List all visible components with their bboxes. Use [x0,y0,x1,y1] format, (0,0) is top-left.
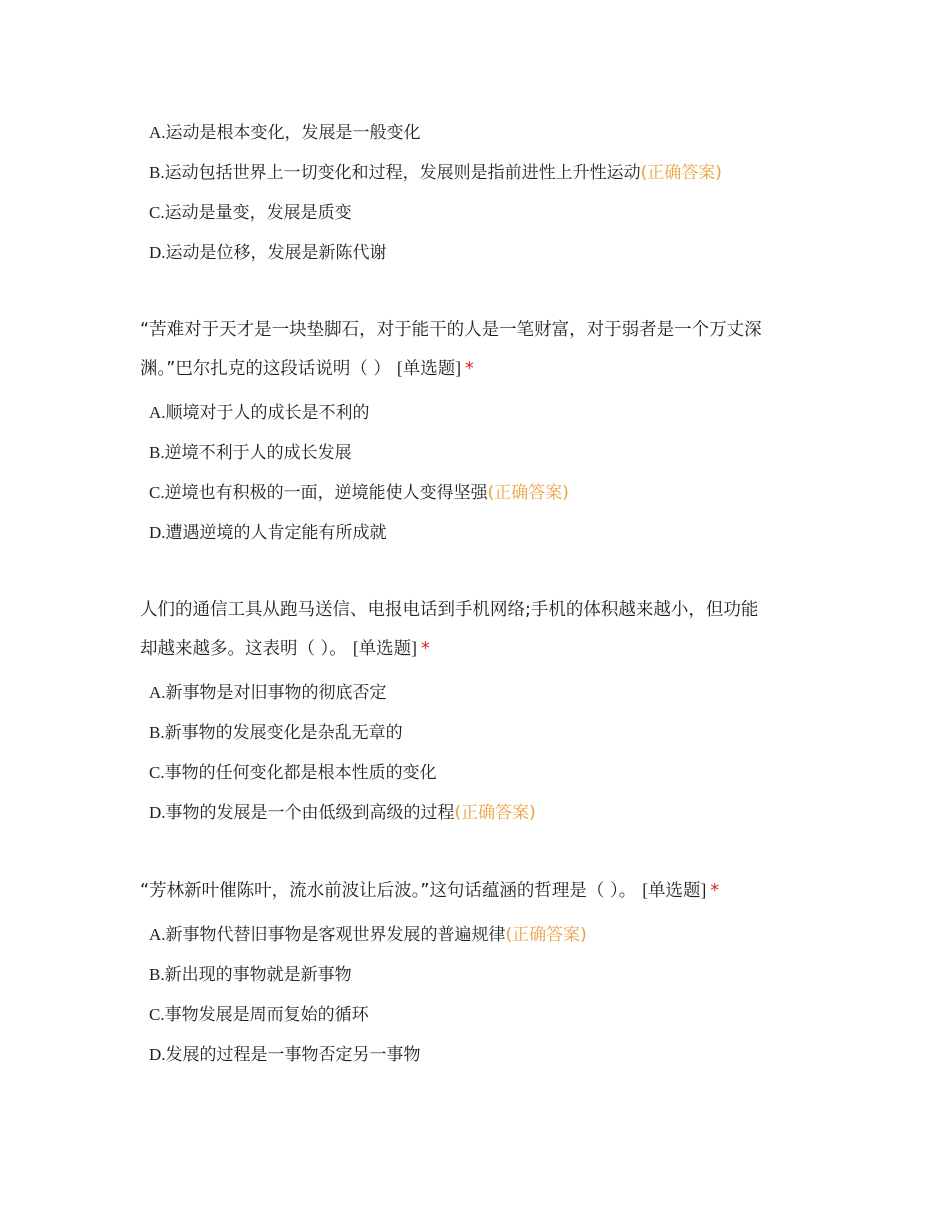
option-letter: C. [149,1005,165,1024]
option-text: 事物的任何变化都是根本性质的变化 [164,763,437,783]
question-line-2 [140,629,810,668]
option-text: 遭遇逆境的人肯定能有所成就 [165,523,387,543]
option-letter: B. [149,723,165,742]
q3-stem [140,871,810,910]
correct-answer-marker: (正确答案) [640,163,722,183]
q1-option-d[interactable] [149,521,387,545]
option-text: 事物发展是周而复始的循环 [164,1005,369,1025]
q2-stem [140,591,810,668]
q1-stem [140,311,810,388]
required-asterisk: * [465,359,474,379]
option-letter: A. [149,683,166,702]
correct-answer-marker: (正确答案) [505,925,587,945]
question-line: “苦难对于天才是一块垫脚石，对于能干的人是一笔财富，对于弱者是一个万丈深 [140,320,762,340]
option-letter: D. [149,803,166,822]
option-letter: B. [149,443,165,462]
question-text: “芳林新叶催陈叶，流水前波让后波。”这句话蕴涵的哲理是（ ）。 [140,881,637,901]
q0-option-b[interactable] [149,161,722,185]
option-letter: C. [149,483,165,502]
question-line [140,871,810,910]
option-letter: B. [149,965,165,984]
option-text: 新事物是对旧事物的彻底否定 [165,683,387,703]
option-letter: D. [149,243,166,262]
option-text: 逆境不利于人的成长发展 [164,443,352,463]
q2-option-c[interactable] [149,761,437,785]
q1-option-a[interactable] [149,401,370,425]
option-text: 发展的过程是一事物否定另一事物 [165,1045,421,1065]
question-type-label: [单选题] [352,638,417,658]
q3-option-c[interactable] [149,1003,369,1027]
q0-option-a[interactable] [149,121,421,145]
question-line: 人们的通信工具从跑马送信、电报电话到手机网络;手机的体积越来越小，但功能 [140,600,759,620]
option-text: 新事物的发展变化是杂乱无章的 [164,723,403,743]
question-type-label: [单选题] [642,880,707,900]
question-line-2 [140,349,810,388]
q2-option-d[interactable] [149,801,536,825]
option-letter: A. [149,123,166,142]
q2-option-a[interactable] [149,681,387,705]
option-text: 顺境对于人的成长是不利的 [165,403,370,423]
q2-option-b[interactable] [149,721,403,745]
question-text: 却越来越多。这表明（ ）。 [140,639,347,659]
q0-option-c[interactable] [149,201,352,225]
required-asterisk: * [420,639,430,659]
option-text: 事物的发展是一个由低级到高级的过程 [165,803,455,823]
option-letter: D. [149,523,166,542]
option-letter: A. [149,403,166,422]
option-text: 运动是根本变化，发展是一般变化 [165,123,421,143]
option-letter: C. [149,203,165,222]
option-text: 新事物代替旧事物是客观世界发展的普遍规律 [165,925,506,945]
q3-option-d[interactable] [149,1043,421,1067]
option-text: 运动是量变，发展是质变 [164,203,352,223]
correct-answer-marker: (正确答案) [487,483,569,503]
q1-option-b[interactable] [149,441,352,465]
question-type-label: [单选题] [396,358,462,378]
option-letter: D. [149,1045,166,1064]
option-text: 逆境也有积极的一面，逆境能使人变得坚强 [164,483,488,503]
option-text: 运动包括世界上一切变化和过程，发展则是指前进性上升性运动 [164,163,641,183]
q3-option-b[interactable] [149,963,352,987]
correct-answer-marker: (正确答案) [454,803,536,823]
option-letter: C. [149,763,165,782]
question-text: 渊。”巴尔扎克的这段话说明（ ） [140,359,391,379]
option-letter: B. [149,163,165,182]
q3-option-a[interactable] [149,923,587,947]
q1-option-c[interactable] [149,481,569,505]
option-text: 新出现的事物就是新事物 [164,965,352,985]
required-asterisk: * [710,881,720,901]
q0-option-d[interactable] [149,241,387,265]
option-text: 运动是位移，发展是新陈代谢 [165,243,387,263]
option-letter: A. [149,925,166,944]
